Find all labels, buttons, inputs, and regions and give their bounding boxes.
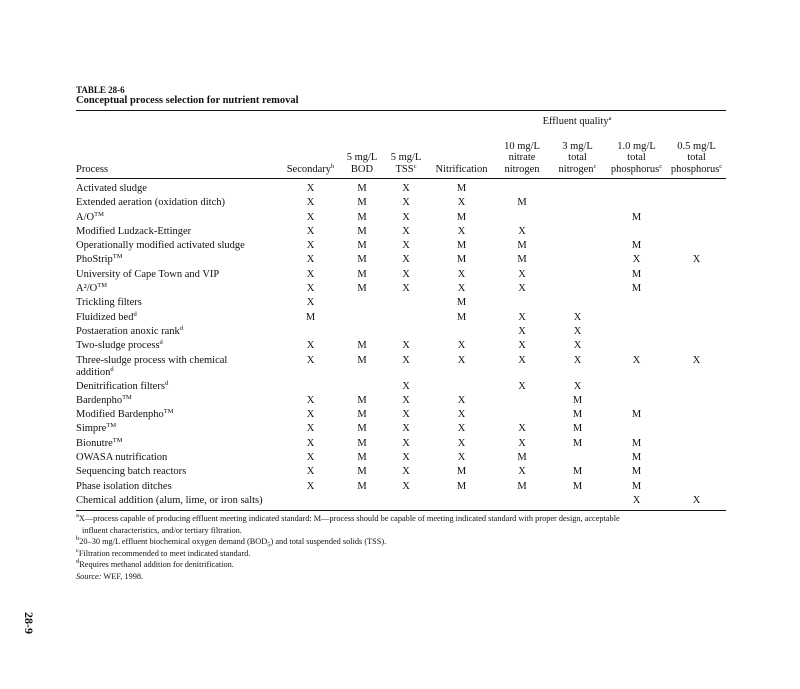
rating-cell bbox=[549, 494, 606, 508]
rating-cell: X bbox=[402, 466, 410, 478]
rating-cell: M bbox=[631, 268, 642, 280]
column-header-4 bbox=[428, 131, 495, 179]
process-name: Sequencing batch reactors bbox=[76, 466, 187, 478]
rating-cell: X bbox=[306, 254, 315, 266]
rating-cell: X bbox=[306, 283, 315, 295]
rating-cell: X bbox=[402, 452, 410, 464]
rating-cell: X bbox=[692, 354, 701, 366]
rating-cell: X bbox=[306, 480, 315, 492]
process-name: Two-sludge process$^d$ bbox=[76, 339, 163, 352]
rating-cell bbox=[606, 422, 667, 436]
rating-cell bbox=[667, 437, 726, 451]
rating-cell: M bbox=[357, 268, 367, 280]
table-row bbox=[76, 296, 726, 310]
rating-cell bbox=[281, 380, 340, 394]
rating-cell: X bbox=[306, 466, 315, 478]
rating-cell: M bbox=[357, 354, 367, 366]
rating-cell: M bbox=[357, 240, 367, 252]
rating-cell bbox=[667, 211, 726, 225]
rating-cell: M bbox=[357, 409, 367, 421]
process-name: Denitrification filters$^d$ bbox=[76, 379, 169, 392]
table-row bbox=[76, 380, 726, 394]
rating-cell: M bbox=[357, 283, 367, 295]
rating-cell: X bbox=[632, 494, 641, 506]
rating-cell: X bbox=[457, 197, 466, 209]
rating-cell bbox=[428, 325, 495, 339]
rating-cell bbox=[667, 480, 726, 494]
rating-cell: X bbox=[632, 254, 641, 266]
process-name: OWASA nutrification bbox=[76, 452, 168, 464]
rating-cell: M bbox=[631, 452, 642, 464]
rating-cell: M bbox=[631, 240, 642, 252]
rating-cell bbox=[384, 494, 428, 508]
column-header-line: Secondary$^b$ bbox=[286, 162, 335, 175]
rating-cell: X bbox=[402, 197, 410, 209]
rating-cell: X bbox=[402, 240, 410, 252]
column-header-3 bbox=[384, 131, 428, 179]
column-header-line bbox=[281, 141, 340, 153]
column-header-row bbox=[76, 131, 726, 179]
table-row bbox=[76, 253, 726, 267]
rating-cell bbox=[340, 494, 384, 508]
rating-cell bbox=[495, 179, 549, 197]
rating-cell: X bbox=[402, 354, 410, 366]
column-header-7 bbox=[606, 131, 667, 179]
process-name: Bardenpho™ bbox=[76, 393, 132, 406]
table-row bbox=[76, 239, 726, 253]
rating-cell bbox=[606, 311, 667, 325]
rating-cell bbox=[495, 408, 549, 422]
process-name: Fluidized bed$^d$ bbox=[76, 310, 137, 323]
rating-cell: X bbox=[518, 283, 526, 295]
rating-cell: X bbox=[457, 268, 466, 280]
rating-cell: M bbox=[357, 480, 367, 492]
process-name: Three-sludge process with chemical addition$^d$ bbox=[76, 354, 228, 379]
rating-cell: X bbox=[402, 380, 410, 392]
rating-cell bbox=[667, 465, 726, 479]
rating-cell bbox=[667, 296, 726, 310]
table-row bbox=[76, 394, 726, 408]
table-row bbox=[76, 196, 726, 210]
rating-cell bbox=[549, 211, 606, 225]
rating-cell: X bbox=[306, 354, 315, 366]
footnote-c: $^c$Filtration recommended to meet indicated standard. bbox=[76, 546, 251, 558]
rating-cell bbox=[549, 239, 606, 253]
column-header-5 bbox=[495, 131, 549, 179]
rating-cell: X bbox=[306, 452, 315, 464]
rating-cell: X bbox=[306, 268, 315, 280]
rating-cell: X bbox=[402, 423, 410, 435]
rating-cell: X bbox=[402, 480, 410, 492]
rating-cell: M bbox=[517, 240, 527, 252]
rating-cell: X bbox=[518, 225, 526, 237]
column-header-line: Nitrification bbox=[435, 163, 488, 175]
rating-cell bbox=[667, 408, 726, 422]
table-row bbox=[76, 451, 726, 465]
rating-cell: X bbox=[306, 197, 315, 209]
column-header-1 bbox=[281, 131, 340, 179]
rating-cell bbox=[667, 179, 726, 197]
rating-cell bbox=[384, 296, 428, 310]
process-name: Operationally modified activated sludge bbox=[76, 240, 245, 252]
nutrient-removal-table bbox=[76, 111, 726, 508]
rating-cell: X bbox=[306, 225, 315, 237]
rating-cell: X bbox=[402, 268, 410, 280]
effluent-quality-header: Effluent quality$^a$ bbox=[542, 114, 612, 127]
rating-cell: M bbox=[357, 423, 367, 435]
rating-cell bbox=[495, 494, 549, 508]
rating-cell bbox=[549, 253, 606, 267]
rating-cell: M bbox=[357, 197, 367, 209]
rating-cell: M bbox=[631, 437, 642, 449]
rating-cell: M bbox=[456, 311, 467, 323]
rating-cell bbox=[667, 239, 726, 253]
rating-cell: M bbox=[517, 254, 527, 266]
source-note: Source: WEF, 1998. bbox=[76, 571, 144, 581]
rating-cell: X bbox=[518, 423, 526, 435]
column-header-line: 10 mg/L bbox=[504, 140, 540, 152]
column-header-line: phosphorus$^c$ bbox=[610, 162, 663, 175]
table-row bbox=[76, 422, 726, 436]
column-header-line: nitrogen$^c$ bbox=[558, 162, 597, 175]
rating-cell: X bbox=[518, 354, 526, 366]
rating-cell: X bbox=[518, 466, 526, 478]
rating-cell: M bbox=[357, 466, 367, 478]
column-header-line: nitrogen bbox=[504, 163, 540, 175]
table-row bbox=[76, 268, 726, 282]
process-name: University of Cape Town and VIP bbox=[76, 268, 220, 280]
column-header-line: 0.5 mg/L bbox=[677, 140, 716, 152]
rating-cell: X bbox=[306, 240, 315, 252]
column-header-line: 3 mg/L bbox=[562, 140, 593, 152]
rating-cell: M bbox=[456, 480, 467, 492]
table-row bbox=[76, 225, 726, 239]
rating-cell bbox=[384, 311, 428, 325]
table-number: TABLE 28-6 bbox=[76, 85, 125, 95]
rating-cell: M bbox=[456, 183, 467, 194]
rating-cell bbox=[667, 311, 726, 325]
rating-cell: X bbox=[402, 394, 410, 406]
rating-cell: M bbox=[572, 394, 583, 406]
rating-cell: X bbox=[402, 340, 410, 352]
rating-cell: M bbox=[456, 254, 467, 266]
rating-cell bbox=[384, 325, 428, 339]
rating-cell: X bbox=[402, 409, 410, 421]
rating-cell: M bbox=[357, 225, 367, 237]
column-header-line: 1.0 mg/L bbox=[617, 140, 656, 152]
rating-cell bbox=[340, 311, 384, 325]
rating-cell: M bbox=[357, 183, 367, 194]
rating-cell: X bbox=[457, 283, 466, 295]
rating-cell: M bbox=[572, 437, 583, 449]
rating-cell: X bbox=[457, 409, 466, 421]
rating-cell bbox=[606, 394, 667, 408]
bottom-rule bbox=[76, 510, 726, 511]
rating-cell bbox=[667, 394, 726, 408]
process-name: Modified Ludzack-Ettinger bbox=[76, 225, 192, 237]
table-title: Conceptual process selection for nutrient removal bbox=[76, 95, 299, 106]
table-row bbox=[76, 480, 726, 494]
footnote-b: $^b$20–30 mg/L effluent biochemical oxygen demand $(BOD_5)$ and total suspended solids (TSS). bbox=[76, 535, 387, 549]
rating-cell: X bbox=[632, 354, 641, 366]
rating-cell: X bbox=[402, 254, 410, 266]
rating-cell bbox=[340, 380, 384, 394]
process-name: Phase isolation ditches bbox=[76, 480, 172, 492]
table-row bbox=[76, 354, 726, 380]
column-header-line bbox=[428, 141, 495, 153]
column-header-line: TSS$^c$ bbox=[395, 162, 417, 175]
rating-cell: X bbox=[518, 311, 526, 323]
column-header-line: total bbox=[627, 152, 646, 163]
rating-cell bbox=[667, 339, 726, 353]
rating-cell: X bbox=[457, 354, 466, 366]
process-name: PhoStrip™ bbox=[76, 253, 123, 266]
table-row bbox=[76, 494, 726, 508]
rating-cell bbox=[606, 296, 667, 310]
rating-cell bbox=[495, 296, 549, 310]
column-header-6 bbox=[549, 131, 606, 179]
column-header-8 bbox=[667, 131, 726, 179]
rating-cell: X bbox=[457, 452, 466, 464]
table-row bbox=[76, 211, 726, 225]
page-number: 28-9 bbox=[22, 612, 36, 634]
table-row bbox=[76, 408, 726, 422]
footnote-a: $^a$X—process capable of producing effluent meeting indicated standard: M—process should be capable of meeting indicated standard with proper design, acceptable bbox=[76, 512, 620, 524]
column-header-0 bbox=[76, 131, 281, 179]
rating-cell: M bbox=[357, 211, 367, 223]
rating-cell: X bbox=[402, 211, 410, 223]
rating-cell bbox=[549, 451, 606, 465]
rating-cell: M bbox=[456, 240, 467, 252]
rating-cell bbox=[606, 380, 667, 394]
column-header-line: 5 mg/L bbox=[390, 152, 422, 163]
rating-cell: X bbox=[573, 354, 582, 366]
column-header-line bbox=[76, 152, 281, 164]
rating-cell: X bbox=[518, 437, 526, 449]
rating-cell bbox=[495, 211, 549, 225]
rating-cell: X bbox=[518, 268, 526, 280]
rating-cell bbox=[667, 380, 726, 394]
column-header-line: total bbox=[568, 152, 587, 163]
rating-cell bbox=[428, 494, 495, 508]
column-header-line bbox=[428, 152, 495, 164]
rating-cell bbox=[549, 268, 606, 282]
column-header-2 bbox=[340, 131, 384, 179]
rating-cell: X bbox=[457, 394, 466, 406]
rating-cell: X bbox=[573, 325, 582, 337]
process-name: Trickling filters bbox=[76, 297, 142, 309]
rating-cell: M bbox=[357, 437, 367, 449]
rating-cell bbox=[606, 325, 667, 339]
rating-cell: M bbox=[631, 466, 642, 478]
rating-cell bbox=[606, 179, 667, 197]
footnote-a-cont: influent characteristics, and/or tertiary filtration. bbox=[82, 525, 242, 535]
rating-cell bbox=[667, 325, 726, 339]
process-name: Postaeration anoxic rank$^d$ bbox=[76, 324, 184, 337]
column-header-line bbox=[384, 141, 428, 153]
rating-cell bbox=[428, 380, 495, 394]
rating-cell: X bbox=[306, 423, 315, 435]
rating-cell: X bbox=[402, 225, 410, 237]
rating-cell: M bbox=[631, 480, 642, 492]
rating-cell: X bbox=[457, 225, 466, 237]
rating-cell: X bbox=[306, 394, 315, 406]
rating-cell bbox=[549, 196, 606, 210]
rating-cell: M bbox=[456, 466, 467, 478]
column-header-line: Process bbox=[76, 163, 109, 175]
rating-cell: X bbox=[573, 311, 582, 323]
rating-cell: X bbox=[402, 437, 410, 449]
rating-cell bbox=[495, 394, 549, 408]
rating-cell: M bbox=[357, 340, 367, 352]
rating-cell: M bbox=[631, 283, 642, 295]
rating-cell: X bbox=[518, 380, 526, 392]
rating-cell: X bbox=[402, 283, 410, 295]
rating-cell bbox=[281, 325, 340, 339]
rating-cell: M bbox=[517, 197, 527, 209]
table-row bbox=[76, 325, 726, 339]
process-name: Simpre™ bbox=[76, 422, 117, 435]
rating-cell: X bbox=[306, 183, 315, 194]
rating-cell: M bbox=[631, 409, 642, 421]
rating-cell bbox=[667, 225, 726, 239]
rating-cell: X bbox=[692, 494, 701, 506]
rating-cell: M bbox=[305, 311, 316, 323]
rating-cell bbox=[667, 282, 726, 296]
rating-cell: X bbox=[457, 437, 466, 449]
rating-cell: X bbox=[306, 409, 315, 421]
rating-cell bbox=[667, 422, 726, 436]
table-row bbox=[76, 179, 726, 197]
rating-cell bbox=[281, 494, 340, 508]
process-name: Modified Bardenpho™ bbox=[76, 408, 174, 421]
rating-cell: M bbox=[517, 452, 527, 464]
rating-cell: X bbox=[306, 340, 315, 352]
rating-cell: M bbox=[572, 480, 583, 492]
rating-cell: M bbox=[572, 409, 583, 421]
process-name: Bionutre™ bbox=[76, 436, 123, 449]
rating-cell: X bbox=[457, 423, 466, 435]
rating-cell bbox=[549, 179, 606, 197]
process-name: Activated sludge bbox=[76, 183, 147, 194]
table-row bbox=[76, 465, 726, 479]
process-name: A/O™ bbox=[76, 210, 104, 223]
process-name: A²/O™ bbox=[76, 282, 107, 295]
rating-cell bbox=[667, 196, 726, 210]
rating-cell: X bbox=[518, 340, 526, 352]
rating-cell: X bbox=[692, 254, 701, 266]
column-header-line: nitrate bbox=[508, 152, 536, 163]
column-header-line: total bbox=[687, 152, 706, 163]
column-header-line: phosphorus$^c$ bbox=[670, 162, 723, 175]
table-row bbox=[76, 311, 726, 325]
table-row bbox=[76, 437, 726, 451]
rating-cell: M bbox=[517, 480, 527, 492]
column-header-line bbox=[76, 141, 281, 153]
rating-cell bbox=[606, 196, 667, 210]
rating-cell bbox=[340, 325, 384, 339]
rating-cell: M bbox=[456, 211, 467, 223]
rating-cell bbox=[549, 296, 606, 310]
column-header-line: 5 mg/L bbox=[346, 152, 378, 163]
rating-cell: X bbox=[573, 340, 582, 352]
rating-cell: X bbox=[306, 211, 315, 223]
rating-cell bbox=[549, 225, 606, 239]
rating-cell bbox=[549, 282, 606, 296]
process-name: Chemical addition (alum, lime, or iron salts) bbox=[76, 494, 263, 506]
table-row bbox=[76, 282, 726, 296]
rating-cell bbox=[340, 296, 384, 310]
rating-cell: M bbox=[631, 211, 642, 223]
table-row bbox=[76, 339, 726, 353]
column-header-line: BOD bbox=[350, 163, 374, 175]
rating-cell bbox=[606, 339, 667, 353]
footnotes bbox=[76, 513, 726, 582]
table-container bbox=[76, 85, 726, 582]
rating-cell: M bbox=[456, 297, 467, 309]
process-name: Extended aeration (oxidation ditch) bbox=[76, 197, 225, 209]
rating-cell: X bbox=[306, 437, 315, 449]
rating-cell: X bbox=[402, 183, 410, 194]
rating-cell bbox=[667, 268, 726, 282]
rating-cell: M bbox=[572, 423, 583, 435]
rating-cell bbox=[606, 225, 667, 239]
rating-cell: X bbox=[573, 380, 582, 392]
rating-cell: X bbox=[457, 340, 466, 352]
rating-cell: M bbox=[357, 254, 367, 266]
column-header-line bbox=[340, 141, 384, 153]
rating-cell: M bbox=[357, 452, 367, 464]
rating-cell: M bbox=[572, 466, 583, 478]
footnote-d: $^d$Requires methanol addition for denitrification. bbox=[76, 558, 234, 570]
rating-cell: M bbox=[357, 394, 367, 406]
rating-cell bbox=[667, 451, 726, 465]
rating-cell: X bbox=[306, 297, 315, 309]
rating-cell: X bbox=[518, 325, 526, 337]
